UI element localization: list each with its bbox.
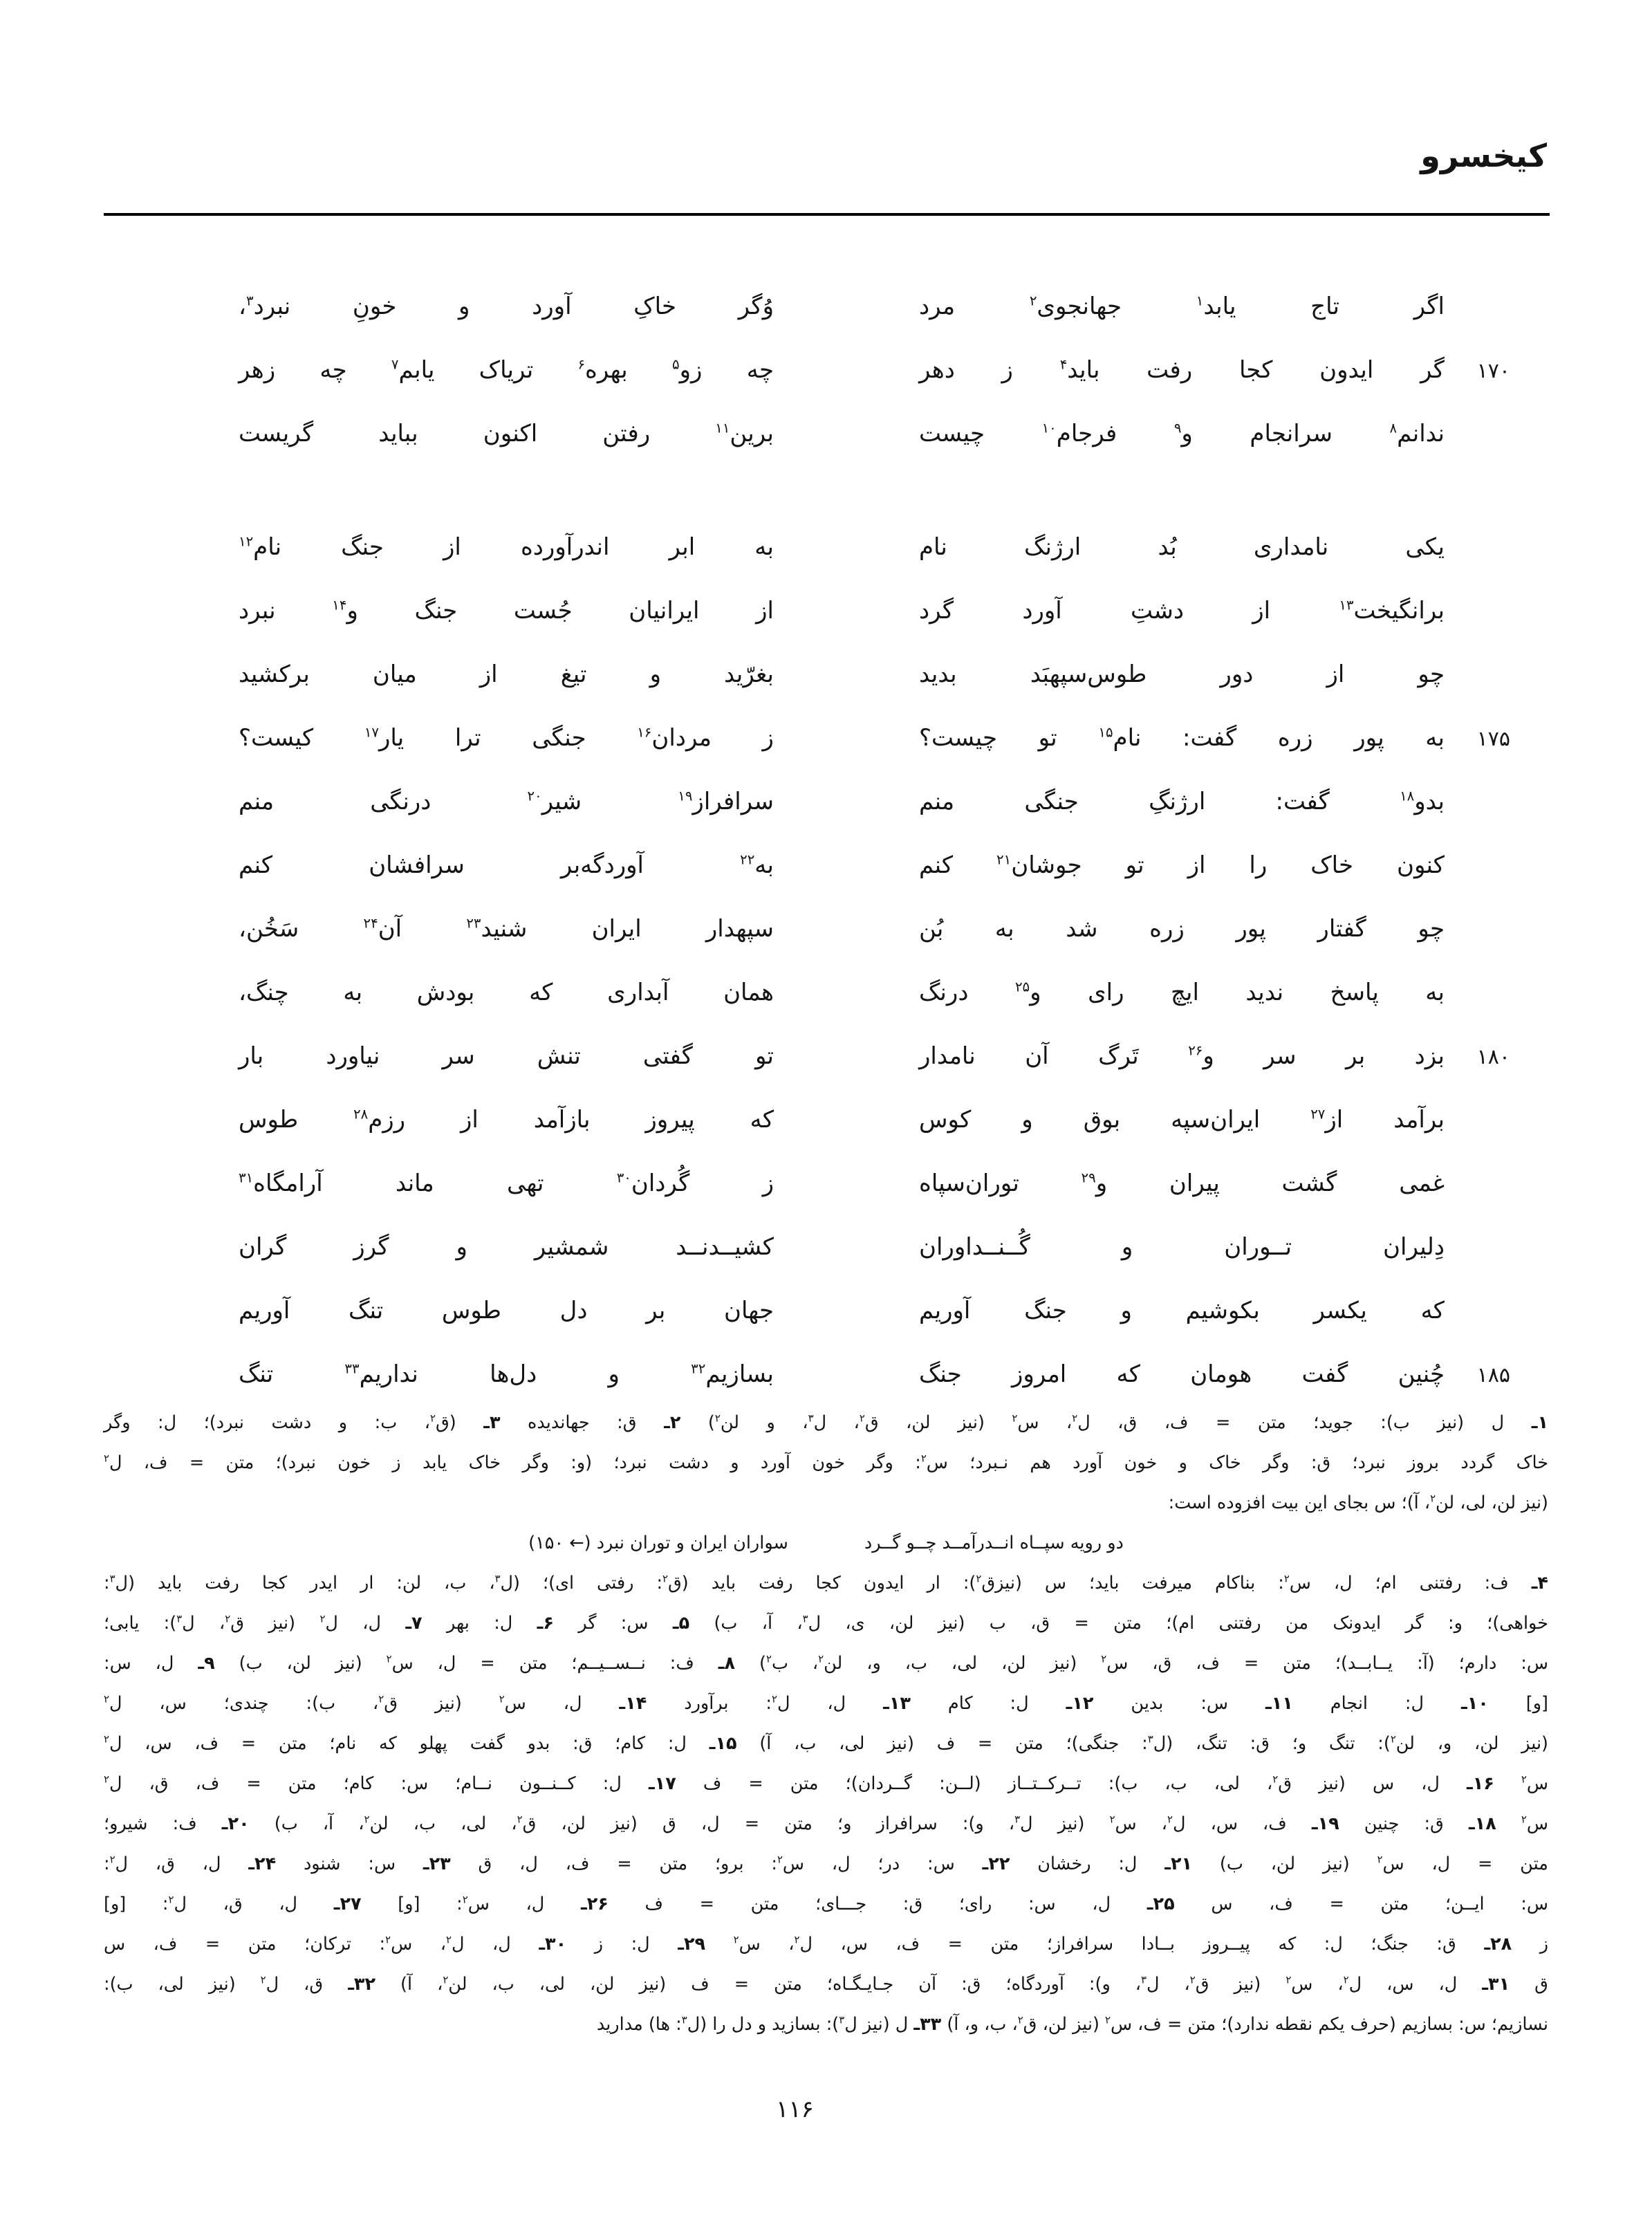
couplet-row (239, 1104, 1510, 1167)
couplet-row (239, 1167, 1510, 1231)
verse-number (1445, 310, 1510, 314)
poem-block (239, 290, 1510, 1422)
hemistich-right: ندانم$^۸$ سرانجام و$^۹$ فرجام$^{۱۰}$ چیست (919, 420, 1445, 447)
hemistich-right: که یکسر بکوشیم و جنگ آوریم (919, 1297, 1445, 1324)
hemistich-left: تو گفتی تنش سر نیاورد بار (239, 1042, 774, 1070)
hemistich-left: جهان بر دل طوس تنگ آوریم (239, 1297, 774, 1324)
page-header-title: کیخسرو (1420, 137, 1547, 174)
footnote-verse-left: سواران ایران و توران نبرد (← ۱۵۰) (528, 1533, 788, 1553)
couplet-row (239, 418, 1510, 481)
hemistich-left: که پیروز بازآمد از رزم$^{۲۸}$ طوس (239, 1106, 774, 1134)
hemistich-left: از ایرانیان جُست جنگ و$^{۱۴}$ نبرد (239, 597, 774, 625)
footnote-line: س: ایــن؛ متن = ف، س ۲۵ـ ل، س: رای؛ ق: جـــای؛ متن = ف ۲۶ـ ل، س$^۲$: [و] ۲۷ـ ل، ق، ل$^۲$: [و] (104, 1894, 1548, 1914)
header-rule (104, 213, 1550, 216)
hemistich-right: دِلیران تــوران و گُــنــداوران (919, 1233, 1445, 1261)
verse-number: ۱۸۵ (1476, 1363, 1510, 1387)
hemistich-right: اگر تاج یابد$^۱$ جهانجوی$^۲$ مرد (919, 293, 1445, 320)
couplet-row (239, 786, 1510, 849)
hemistich-right: برانگیخت$^{۱۳}$ از دشتِ آورد گرد (919, 597, 1445, 625)
hemistich-right: چُنین گفت هومان که امروز جنگ (919, 1360, 1445, 1388)
verse-number (1445, 869, 1510, 873)
footnote-line: خواهی)؛ و: گر ایدونک من رفتنی ام)؛ متن = ق، ب (نیز لن، ی، ل$^۳$، آ، ب) ۵ـ س: گر ۶ـ ل: بهر ۷ـ ل، ل$^۲$ (نیز ق$^۲$، ل$^۳$): یابی؛ (104, 1613, 1548, 1634)
footnote-inserted-verse (104, 1523, 1548, 1563)
hemistich-left: سپهدار ایران شنید$^{۲۳}$ آن$^{۲۴}$ سَخُن، (239, 915, 774, 943)
verse-number (1445, 805, 1510, 809)
verse-number (1445, 1314, 1510, 1318)
hemistich-right: یکی نامداری بُد ارژنگ نام (919, 533, 1445, 561)
footnote-line: ز ۲۸ـ ق: جنگ؛ ل: که پیــروز بــادا سرافراز؛ متن = ف، س، ل$^۲$، س$^۲$ ۲۹ـ ل: ز ۳۰ـ ل، ل$^۲$، س$^۲$: ترکان؛ متن = ف، س (104, 1934, 1549, 1955)
verse-number (1445, 678, 1510, 682)
hemistich-left: ز مردان$^{۱۶}$ جنگی ترا یار$^{۱۷}$ کیست؟ (239, 724, 774, 752)
verse-number (1445, 932, 1510, 936)
footnote-line: (نیز لن، لی، لن$^۲$، آ)؛ س بجای این بیت افزوده است: (1168, 1493, 1548, 1513)
verse-number (1445, 996, 1510, 1000)
couplet-row (239, 1295, 1510, 1358)
verse-number: ۱۷۰ (1476, 359, 1510, 383)
hemistich-right: غمی گشت پیران و$^{۲۹}$ توران‌سپاه (919, 1170, 1445, 1197)
verse-number (1445, 614, 1510, 618)
hemistich-left: بسازیم$^{۳۲}$ و دل‌ها نداریم$^{۳۳}$ تنگ (239, 1360, 774, 1388)
couplet-row (239, 913, 1510, 977)
footnote-line: ۴ـ ف: رفتنی ام؛ ل، س$^۲$: بناکام میرفت باید؛ س (نیزق$^۲$): ار ایدون کجا رفت باید (ق$^۲$: رفتی ای)؛ (ل$^۳$، ب، لن: ار ایدر کجا رفت باید (ل$^۳$: (104, 1573, 1548, 1593)
footnote-line: س$^۲$ ۱۶ـ ل، س (نیز ق$^۲$، لی، ب، ب): تــرکــتــاز (لــن: گــردان)؛ متن = ف ۱۷ـ ل: کــنــون نــام؛ س: کام؛ متن = ف، ق، ل$^۲$ (104, 1773, 1549, 1794)
couplet-row (239, 290, 1510, 354)
footnote-line: ۱ـ ل (نیز ب): جوید؛ متن = ف، ق، ل$^۲$، س$^۲$ (نیز لن، ق$^۲$، ل$^۳$، و لن$^۲$) ۲ـ ق: جهاندیده ۳ـ (ق$^۲$، ب: و دشت نبرد)؛ ل: وگر (104, 1412, 1549, 1433)
couplet-row (239, 1231, 1510, 1295)
footnote-line: (نیز لن، و، لن$^۲$): تنگ و؛ ق: تنگ، (ل$^۳$: جنگی)؛ متن = ف (نیز لی، ب، آ) ۱۵ـ ل: کام؛ ق: بدو گفت پهلو که نام؛ متن = ف، س، ل$^۲$ (104, 1733, 1548, 1754)
hemistich-left: بغرّید و تیغ از میان برکشید (239, 660, 774, 688)
footnote-line: س$^۲$ ۱۸ـ ق: چنین ۱۹ـ ف، س، ل$^۲$، س$^۲$ (نیز ل$^۳$، و): سرافراز و؛ متن = ل، ق (نیز لن، ق$^۲$، لی، ب، لن$^۲$، آ، ب) ۲۰ـ ف: شیرو؛ (104, 1813, 1549, 1834)
hemistich-left: سرافراز$^{۱۹}$ شیر$^{۲۰}$ درنگی منم (239, 788, 774, 815)
verse-number: ۱۸۰ (1476, 1045, 1510, 1069)
footnote-line: س: دارم؛ (آ: یــابــد)؛ متن = ف، ق، س$^۲$ (نیز لن، لی، ب، و، لن$^۲$، ب$^۲$) ۸ـ ف: نــســیــم؛ متن = ل، س$^۲$ (نیز لن، ب) ۹ـ ل، س: (104, 1653, 1548, 1674)
page-number: ۱۱۶ (776, 2096, 814, 2123)
hemistich-right: به پاسخ ندید ایچ رای و$^{۲۵}$ درنگ (919, 979, 1445, 1006)
hemistich-left: به ابر اندرآورده از جنگ نام$^{۱۲}$ (239, 533, 774, 561)
hemistich-left: کشیــدنــد شمشیر و گرز گران (239, 1233, 774, 1261)
verse-number: ۱۷۵ (1476, 727, 1510, 751)
couplet-row (239, 595, 1510, 658)
hemistich-right: کنون خاک را از تو جوشان$^{۲۱}$ کنم (919, 851, 1445, 879)
critical-apparatus (104, 1403, 1548, 2044)
couplet-row (239, 849, 1510, 913)
verse-number (1445, 1250, 1510, 1255)
hemistich-left: به$^{۲۲}$ آوردگه‌بر سرافشان کنم (239, 851, 774, 879)
verse-number (1445, 437, 1510, 441)
footnote-line: ق ۳۱ـ ل، س، ل$^۲$، س$^۲$ (نیز ق$^۲$، ل$^۳$، و): آوردگاه؛ ق: آن جـایـگـاه؛ متن = ف (نیز لن، لی، ب، لن$^۲$، آ) ۳۲ـ ق، ل$^۲$ (نیز لی، ب): (104, 1974, 1548, 1995)
couplet-row (239, 531, 1510, 595)
verse-number (1445, 551, 1510, 555)
hemistich-left: همان آبداری که بودش به چنگ، (239, 979, 774, 1006)
footnote-line: خاک گردد بروز نبرد؛ ق: وگر خاک و خون آورد هم نـبرد؛ س$^۲$: وگر خون آورد و دشت نبرد؛ (و: وگر خاک یابد ز خون نبرد)؛ متن = ف، ل$^۲$ (104, 1452, 1548, 1473)
hemistich-right: به پور زره گفت: نام$^{۱۵}$ تو چیست؟ (919, 724, 1445, 752)
couplet-row (239, 354, 1510, 418)
hemistich-left: ز گُردان$^{۳۰}$ تهی ماند آرامگاه$^{۳۱}$ (239, 1170, 774, 1197)
hemistich-left: چه زو$^۵$ بهره$^۶$ تریاک یابم$^۷$ چه زهر (239, 356, 774, 384)
hemistich-right: گر ایدون کجا رفت باید$^۴$ ز دهر (919, 356, 1445, 384)
hemistich-left: برین$^{۱۱}$ رفتن اکنون بباید گریست (239, 420, 774, 447)
footnote-line: متن = ل، س$^۲$ (نیز لن، ب) ۲۱ـ ل: رخشان ۲۲ـ س: در؛ ل، س$^۲$: برو؛ متن = ف، ل، ق ۲۳ـ س: شنود ۲۴ـ ل، ق، ل$^۲$: (104, 1854, 1548, 1874)
hemistich-right: بدو$^{۱۸}$ گفت: ارژنگِ جنگی منم (919, 788, 1445, 815)
verse-number (1445, 1187, 1510, 1191)
hemistich-left: وُگر خاکِ آورد و خونِ نبرد$^۳$، (239, 293, 774, 320)
hemistich-right: چو گفتار پور زره شد به بُن (919, 915, 1445, 943)
hemistich-right: بزد بر سر و$^{۲۶}$ تَرگ آن نامدار (919, 1042, 1445, 1070)
footnote-line: [و] ۱۰ـ ل: انجام ۱۱ـ س: بدین ۱۲ـ ل: کام ۱۳ـ ل، ل$^۲$: برآورد ۱۴ـ ل، س$^۲$ (نیز ق$^۲$، ب): چندی؛ س، ل$^۲$ (104, 1693, 1549, 1714)
verse-number (1445, 1123, 1510, 1127)
hemistich-right: چو از دور طوس‌سپهبَد بدید (919, 660, 1445, 688)
couplet-row (239, 658, 1510, 722)
couplet-row (239, 722, 1510, 786)
footnote-verse-right: دو رویه سپــاه انــدرآمــد چــو گــرد (864, 1533, 1124, 1553)
couplet-row (239, 1040, 1510, 1104)
hemistich-right: برآمد از$^{۲۷}$ ایران‌سپه بوق و کوس (919, 1106, 1445, 1134)
footnote-line: نسازیم؛ س: بسازیم (حرف یکم نقطه ندارد)؛ متن = ف، س$^۲$ (نیز لن، ق$^۲$، ب، و، آ) ۳۳ـ ل (نیز ل$^۳$): بسازید و دل را (ل$^۳$: ها) مدارید (596, 2014, 1548, 2035)
couplet-row (239, 977, 1510, 1040)
